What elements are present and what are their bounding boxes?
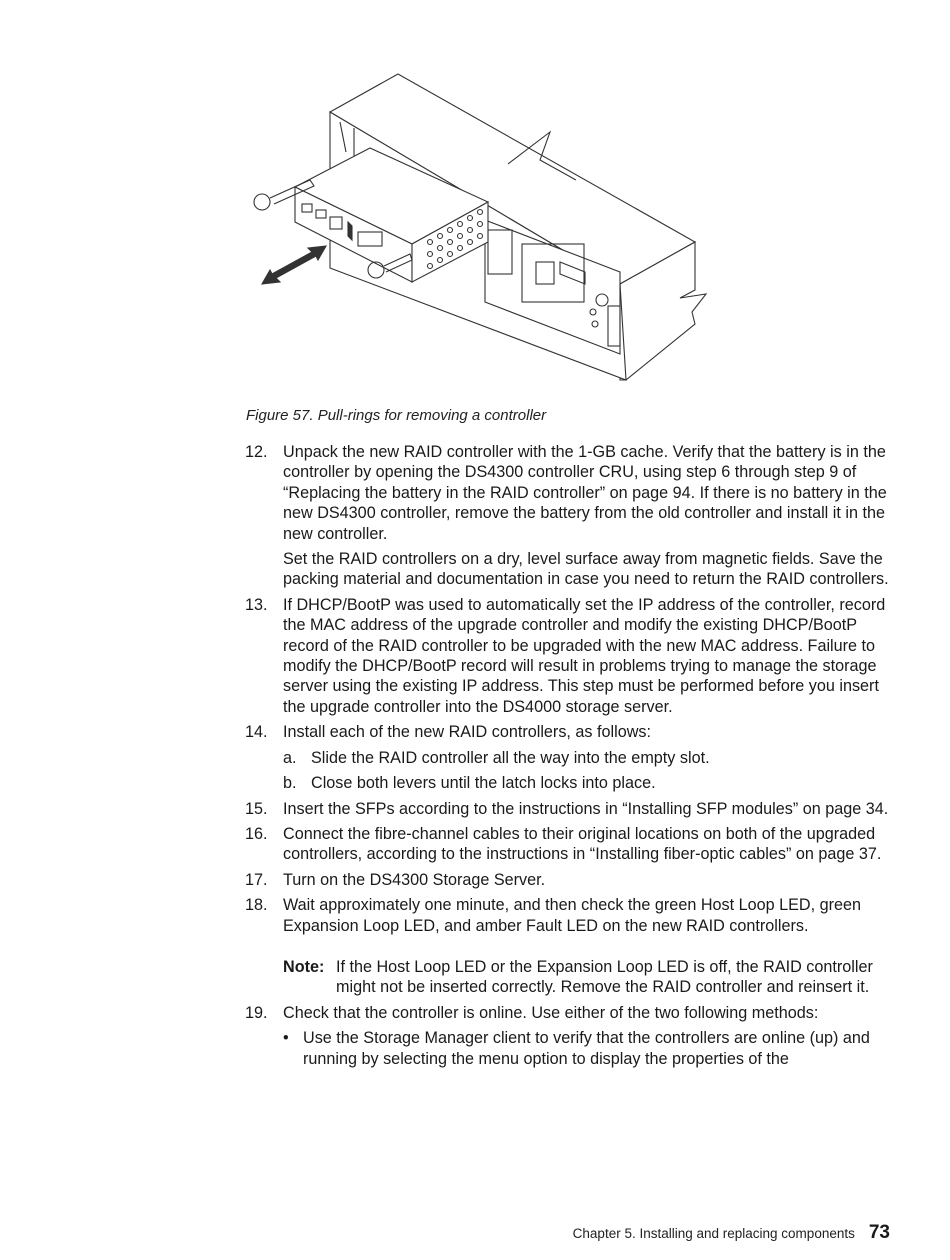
step-text: Unpack the new RAID controller with the 1-GB cache. Verify that the battery is in the controller by opening the DS4300 controller CRU, using step 6 through step 9 of “Replacing the battery in the RAID controller” on page 94. If there is no battery in the new DS4300 controller, remove the battery from the old controller and install it in the new controller. <box>283 443 887 543</box>
step-text: Turn on the DS4300 Storage Server. <box>283 870 546 889</box>
step-number: 16. <box>245 824 268 843</box>
step-19 <box>245 1003 895 1069</box>
step-text: Insert the SFPs according to the instructions in “Installing SFP modules” on page 34. <box>283 799 889 818</box>
step-17 <box>245 870 895 890</box>
page-number: 73 <box>868 1222 890 1243</box>
bullet-text: Use the Storage Manager client to verify that the controllers are online (up) and running by selecting the menu option to display the properties of the <box>303 1029 870 1068</box>
substep-a <box>283 748 895 768</box>
note-label: Note: <box>283 957 325 976</box>
step-14 <box>245 722 895 793</box>
step-number: 13. <box>245 595 268 614</box>
substep-b <box>283 773 895 793</box>
instruction-list <box>245 442 895 1074</box>
substep-text: Close both levers until the latch locks into place. <box>311 774 656 793</box>
bullet-icon: • <box>283 1029 289 1048</box>
step-text: Connect the fibre-channel cables to their original locations on both of the upgraded controllers, according to the instructions in “Installing fiber-optic cables” on page 37. <box>283 824 882 864</box>
step-text: If DHCP/BootP was used to automatically set the IP address of the controller, record the MAC address of the upgrade controller and modify the existing DHCP/BootP record of the RAID controller to be upgraded with the new MAC address. Failure to modify the DHCP/BootP record will result in problems trying to manage the storage server using the existing IP address. This step must be performed before you insert the upgrade controller into the DS4000 storage server. <box>283 595 886 716</box>
step-18 <box>245 895 895 998</box>
figure-controller-removal <box>240 62 720 388</box>
substep-letter: b. <box>283 774 297 793</box>
step-number: 12. <box>245 443 268 461</box>
substep-letter: a. <box>283 748 297 767</box>
step-text: Wait approximately one minute, and then check the green Host Loop LED, green Expansion Loop LED, and amber Fault LED on the new RAID controllers. <box>283 896 861 935</box>
step-16 <box>245 824 895 865</box>
chapter-title: Chapter 5. Installing and replacing components <box>572 1226 855 1241</box>
step-number: 15. <box>245 799 268 818</box>
page-footer <box>573 1222 890 1244</box>
step-number: 17. <box>245 870 268 889</box>
step-15 <box>245 799 895 819</box>
step-number: 14. <box>245 723 268 742</box>
step-12 <box>245 442 895 590</box>
step-number: 19. <box>245 1003 268 1022</box>
bullet-item <box>283 1028 895 1069</box>
step-13 <box>245 595 895 717</box>
step-number: 18. <box>245 896 268 915</box>
figure-caption: Figure 57. Pull-rings for removing a controller <box>246 407 547 424</box>
note-text: If the Host Loop LED or the Expansion Loop LED is off, the RAID controller might not be inserted correctly. Remove the RAID controller and reinsert it. <box>336 957 873 997</box>
note <box>283 957 895 998</box>
controller-removal-illustration <box>240 62 720 388</box>
step-text: Check that the controller is online. Use either of the two following methods: <box>283 1003 819 1022</box>
step-text: Install each of the new RAID controllers, as follows: <box>283 723 651 742</box>
step-text: Set the RAID controllers on a dry, level surface away from magnetic fields. Save the packing material and documentation in case you need to return the RAID controllers. <box>283 550 889 589</box>
substep-text: Slide the RAID controller all the way into the empty slot. <box>311 748 710 767</box>
